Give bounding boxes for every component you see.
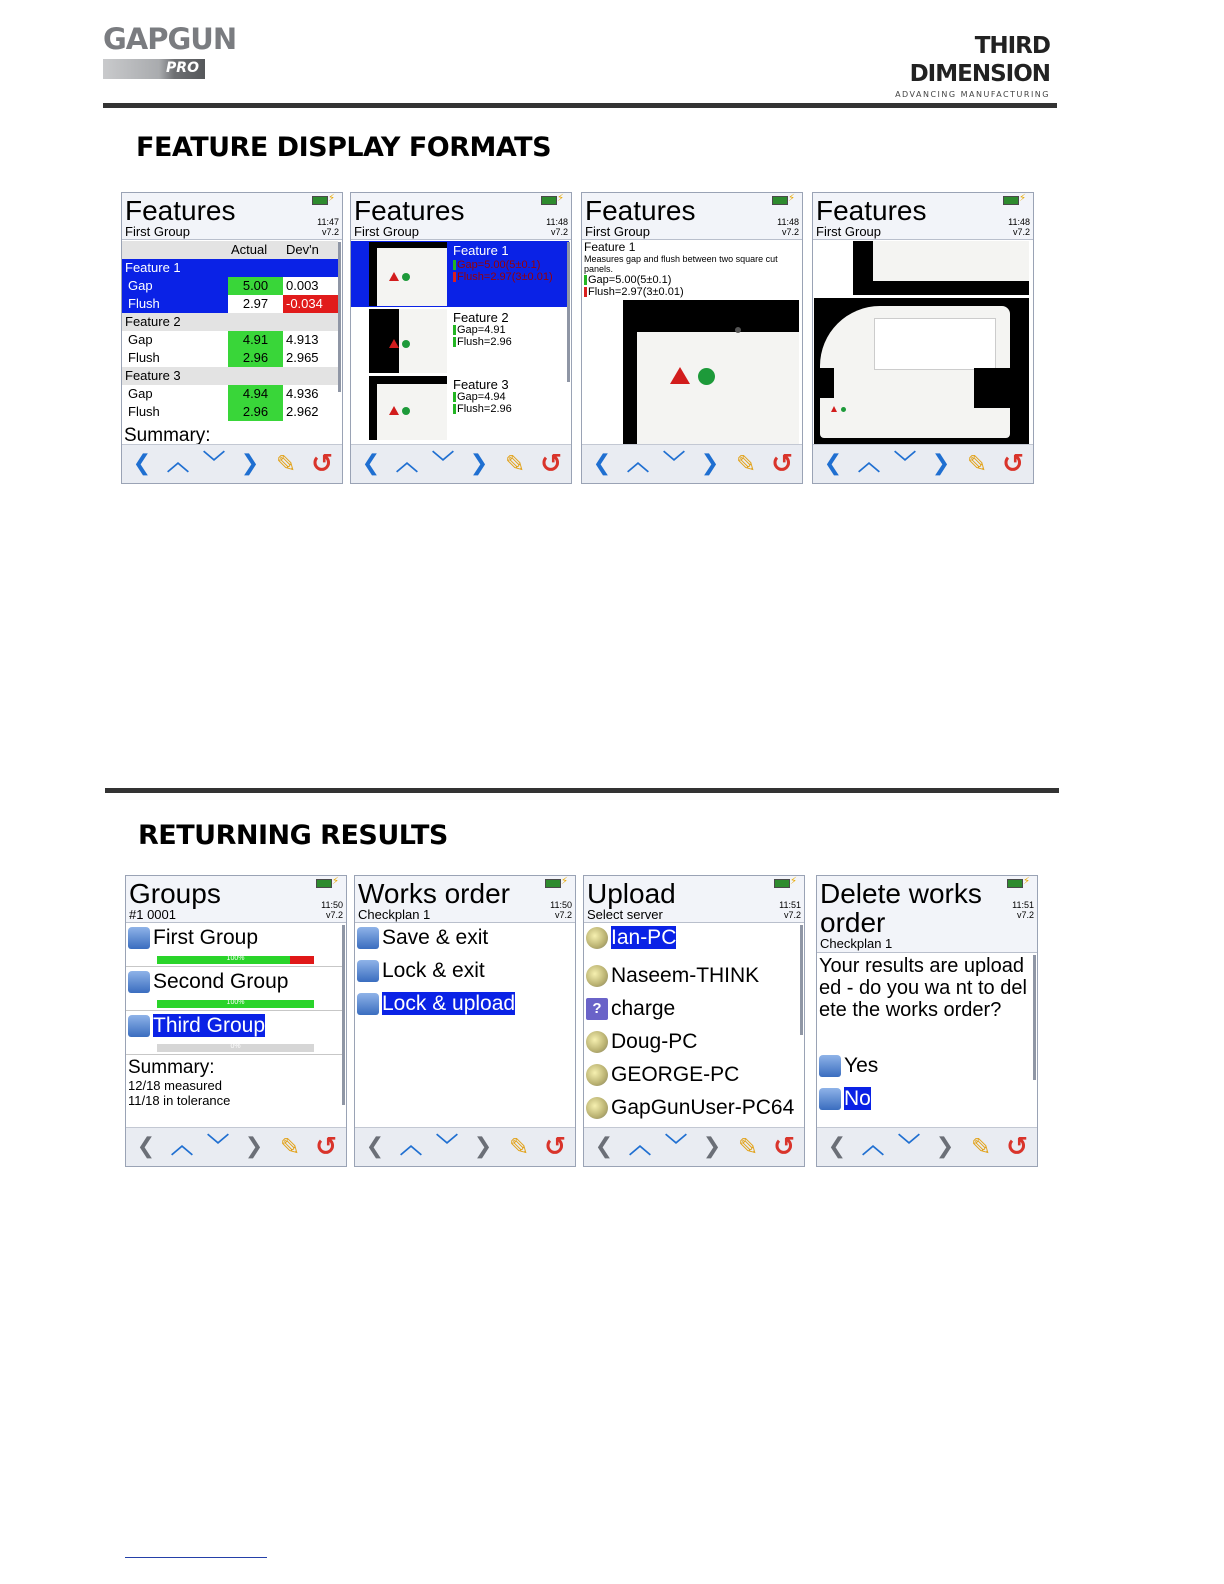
screen-title: Features — [816, 195, 927, 226]
screen-title: Upload — [587, 878, 676, 909]
battery-icon: ⚡ — [541, 196, 567, 204]
scroll-icon[interactable]: ✎ — [970, 1133, 992, 1161]
upload-screen — [583, 875, 805, 1167]
screen-title: Groups — [129, 878, 221, 909]
scroll-icon[interactable]: ✎ — [966, 450, 988, 478]
list-item[interactable]: Feature 3 Gap=4.94 Flush=2.96 — [351, 375, 569, 441]
scroll-icon[interactable]: ✎ — [508, 1133, 530, 1161]
nav-bar — [817, 1127, 1037, 1166]
left-arrow-icon[interactable]: ❮ — [827, 1134, 847, 1159]
up-arrow-icon[interactable]: ︿ — [166, 451, 189, 476]
screen-header — [351, 193, 571, 240]
feature-description: Measures gap and flush between two square cut panels. — [584, 254, 778, 274]
screen-subtitle: First Group — [816, 224, 882, 239]
battery-icon: ⚡ — [316, 879, 342, 887]
clock: 11:48 v7.2 — [777, 217, 799, 237]
delete-works-order-screen — [816, 875, 1038, 1167]
third-dimension-tagline: ADVANCING MANUFACTURING — [895, 90, 1050, 99]
clock: 11:50 v7.2 — [550, 900, 572, 920]
left-arrow-icon[interactable]: ❮ — [361, 451, 381, 476]
feature-name: Feature 1 — [453, 243, 509, 258]
clock: 11:50 v7.2 — [321, 900, 343, 920]
list-item[interactable]: Feature 2 Gap=4.91 Flush=2.96 — [351, 308, 569, 374]
back-icon[interactable]: ↺ — [544, 1132, 566, 1162]
table-row[interactable]: Gap 5.00 0.003 — [122, 277, 338, 295]
third-dimension-logo — [846, 32, 1050, 99]
table-row[interactable]: Feature 2 — [122, 313, 338, 331]
returning-results-title: RETURNING RESULTS — [138, 820, 448, 851]
list-item[interactable]: First Group — [128, 925, 258, 951]
screen-subtitle: First Group — [354, 224, 420, 239]
back-icon[interactable]: ↺ — [1002, 449, 1024, 479]
right-arrow-icon[interactable]: ❯ — [935, 1134, 955, 1159]
nav-bar — [355, 1127, 575, 1166]
list-item[interactable]: Feature 1 Gap=5.00(5±0.1) Flush=2.97(3±0.01) — [351, 241, 569, 307]
up-arrow-icon[interactable]: ︿ — [857, 451, 880, 476]
features-list — [351, 240, 571, 444]
server-item[interactable]: Naseem-THINK — [586, 963, 759, 989]
scrollbar[interactable] — [800, 925, 803, 1035]
pro-badge: PRO — [103, 59, 205, 79]
down-arrow-icon[interactable]: ﹀ — [435, 1134, 458, 1159]
clock: 11:48 v7.2 — [1008, 217, 1030, 237]
down-arrow-icon[interactable]: ﹀ — [893, 451, 916, 476]
scrollbar[interactable] — [342, 925, 345, 1105]
feature-detail — [582, 240, 802, 444]
gapgun-wordmark: GAPGUN — [103, 22, 237, 56]
scroll-icon[interactable]: ✎ — [275, 450, 297, 478]
scrollbar[interactable] — [338, 242, 341, 392]
back-icon[interactable]: ↺ — [773, 1132, 795, 1162]
features-list-screen — [350, 192, 572, 484]
screen-subtitle: First Group — [585, 224, 651, 239]
header-rule — [103, 103, 1057, 108]
server-item[interactable]: GapGunUser-PC64 — [586, 1095, 794, 1121]
table-row[interactable]: Gap 4.94 4.936 — [128, 386, 319, 401]
database-warning-icon — [819, 1055, 841, 1077]
database-lock-icon — [357, 960, 379, 982]
down-arrow-icon[interactable]: ﹀ — [206, 1134, 229, 1159]
right-arrow-icon[interactable]: ❯ — [240, 451, 260, 476]
server-icon — [586, 1097, 608, 1119]
summary-label: Summary: — [124, 425, 211, 444]
screen-header — [817, 876, 1037, 953]
screen-subtitle: First Group — [125, 224, 191, 239]
col-deviation: Dev'n — [283, 241, 338, 259]
groups-screen — [125, 875, 347, 1167]
lock-exit-item[interactable]: Lock & exit — [357, 958, 485, 984]
list-item[interactable]: Second Group — [128, 969, 288, 995]
down-arrow-icon[interactable]: ﹀ — [431, 451, 454, 476]
right-arrow-icon[interactable]: ❯ — [469, 451, 489, 476]
server-item[interactable]: Doug-PC — [586, 1029, 697, 1055]
nav-bar — [351, 444, 571, 483]
features-table-screen — [121, 192, 343, 484]
screen-subtitle: #1 0001 — [129, 907, 176, 922]
in-tolerance-count: 11/18 in tolerance — [128, 1093, 231, 1108]
save-exit-item[interactable]: Save & exit — [357, 925, 488, 951]
feature-thumbnail — [369, 309, 447, 373]
list-item[interactable]: Third Group — [128, 1013, 265, 1039]
back-icon[interactable]: ↺ — [315, 1132, 337, 1162]
screen-title: Works order — [358, 878, 510, 909]
right-arrow-icon[interactable]: ❯ — [700, 451, 720, 476]
server-item[interactable]: ? charge — [586, 996, 675, 1022]
delete-dialog — [817, 953, 1037, 1127]
screen-header — [582, 193, 802, 240]
screen-title-line1: Delete works — [820, 878, 982, 909]
server-item[interactable]: GEORGE-PC — [586, 1062, 739, 1088]
screen-header — [355, 876, 575, 923]
feature-thumbnail — [369, 242, 447, 306]
battery-icon: ⚡ — [774, 879, 800, 887]
server-item[interactable]: Ian-PC — [586, 925, 676, 951]
flush-value: Flush=2.97(3±0.01) — [588, 286, 684, 298]
right-arrow-icon[interactable]: ❯ — [931, 451, 951, 476]
database-icon — [357, 927, 379, 949]
screen-header — [584, 876, 804, 923]
section-rule — [105, 788, 1059, 793]
scrollbar[interactable] — [1033, 955, 1036, 1080]
feature-detail-screen — [581, 192, 803, 484]
group-progress: 100% — [157, 956, 314, 964]
down-arrow-icon[interactable]: ﹀ — [664, 1134, 687, 1159]
database-upload-icon — [357, 993, 379, 1015]
nav-bar — [584, 1127, 804, 1166]
up-arrow-icon[interactable]: ︿ — [395, 451, 418, 476]
table-row[interactable]: Flush 2.96 2.965 — [128, 350, 319, 365]
screen-subtitle: Select server — [587, 907, 663, 922]
right-arrow-icon[interactable]: ❯ — [244, 1134, 264, 1159]
table-row[interactable]: Feature 3 — [122, 367, 338, 385]
feature-image-screen — [812, 192, 1034, 484]
table-header — [122, 241, 338, 259]
down-arrow-icon[interactable]: ﹀ — [897, 1134, 920, 1159]
battery-icon: ⚡ — [1003, 196, 1029, 204]
footer-link-underline[interactable] — [125, 1557, 267, 1558]
screen-header — [126, 876, 346, 923]
unknown-server-icon: ? — [586, 998, 608, 1020]
server-icon — [586, 1031, 608, 1053]
group-icon — [128, 927, 150, 949]
scroll-icon[interactable]: ✎ — [504, 450, 526, 478]
screen-title: Features — [354, 195, 465, 226]
back-icon[interactable]: ↺ — [311, 449, 333, 479]
left-arrow-icon[interactable]: ❮ — [823, 451, 843, 476]
col-actual: Actual — [228, 241, 283, 259]
left-arrow-icon[interactable]: ❮ — [592, 451, 612, 476]
nav-bar — [813, 444, 1033, 483]
up-arrow-icon[interactable]: ︿ — [628, 1134, 651, 1159]
table-row[interactable]: Feature 1 — [122, 259, 338, 277]
nav-bar — [122, 444, 342, 483]
group-progress: 0% — [157, 1044, 314, 1052]
battery-icon: ⚡ — [312, 196, 338, 204]
screen-subtitle: Checkplan 1 — [358, 907, 431, 922]
screen-header — [122, 193, 342, 240]
server-icon — [586, 1064, 608, 1086]
screen-subtitle: Checkplan 1 — [820, 936, 893, 951]
up-arrow-icon[interactable]: ︿ — [626, 451, 649, 476]
feature-thumbnail — [369, 376, 447, 440]
measured-count: 12/18 measured — [128, 1078, 222, 1093]
feature-display-formats-title: FEATURE DISPLAY FORMATS — [136, 132, 552, 163]
right-arrow-icon[interactable]: ❯ — [702, 1134, 722, 1159]
feature-image — [623, 300, 799, 444]
delete-message: Your results are uploaded - do you wa nt to delete the works order? — [819, 955, 1027, 1021]
gapgun-pro-logo — [103, 22, 237, 82]
screen-title: Features — [585, 195, 696, 226]
scroll-icon[interactable]: ✎ — [279, 1133, 301, 1161]
battery-icon: ⚡ — [545, 879, 571, 887]
feature-name: Feature 1 — [584, 240, 636, 254]
car-door-image — [814, 298, 1029, 444]
screen-header — [813, 193, 1033, 240]
clock: 11:51 v7.2 — [1012, 900, 1034, 920]
works-order-menu — [355, 923, 575, 1127]
feature-images — [813, 240, 1033, 444]
up-arrow-icon[interactable]: ︿ — [861, 1134, 884, 1159]
groups-list — [126, 923, 346, 1127]
battery-icon: ⚡ — [772, 196, 798, 204]
back-icon[interactable]: ↺ — [1006, 1132, 1028, 1162]
features-table — [122, 240, 342, 444]
group-icon — [128, 971, 150, 993]
yes-option[interactable]: Yes — [819, 1053, 878, 1079]
up-arrow-icon[interactable]: ︿ — [399, 1134, 422, 1159]
third-dimension-name: THIRD DIMENSION — [909, 33, 1050, 87]
detail-image — [853, 241, 1029, 295]
screen-title: Features — [125, 195, 236, 226]
nav-bar — [126, 1127, 346, 1166]
lock-upload-item[interactable]: Lock & upload — [357, 991, 515, 1017]
works-order-screen — [354, 875, 576, 1167]
server-icon — [586, 927, 608, 949]
right-arrow-icon[interactable]: ❯ — [473, 1134, 493, 1159]
scroll-icon[interactable]: ✎ — [737, 1133, 759, 1161]
summary-title: Summary: — [128, 1057, 215, 1078]
battery-icon: ⚡ — [1007, 879, 1033, 887]
scrollbar[interactable] — [567, 242, 570, 382]
left-arrow-icon[interactable]: ❮ — [594, 1134, 614, 1159]
feature-name: Feature 3 — [453, 377, 509, 392]
left-arrow-icon[interactable]: ❮ — [132, 451, 152, 476]
no-option[interactable]: No — [819, 1086, 871, 1112]
server-icon — [586, 965, 608, 987]
database-icon — [819, 1088, 841, 1110]
table-row[interactable]: Flush 2.96 2.962 — [128, 404, 319, 419]
clock: 11:48 v7.2 — [546, 217, 568, 237]
left-arrow-icon[interactable]: ❮ — [136, 1134, 156, 1159]
down-arrow-icon[interactable]: ﹀ — [662, 451, 685, 476]
table-row[interactable]: Flush 2.97 -0.034 — [122, 295, 338, 313]
table-row[interactable]: Gap 4.91 4.913 — [128, 332, 319, 347]
clock: 11:51 v7.2 — [779, 900, 801, 920]
gap-value: Gap=5.00(5±0.1) — [588, 274, 672, 286]
back-icon[interactable]: ↺ — [771, 449, 793, 479]
server-list — [584, 923, 804, 1127]
clock: 11:47 v7.2 — [317, 217, 339, 237]
up-arrow-icon[interactable]: ︿ — [170, 1134, 193, 1159]
group-icon — [128, 1015, 150, 1037]
down-arrow-icon[interactable]: ﹀ — [202, 451, 225, 476]
nav-bar — [582, 444, 802, 483]
group-progress: 100% — [157, 1000, 314, 1008]
feature-name: Feature 2 — [453, 310, 509, 325]
back-icon[interactable]: ↺ — [540, 449, 562, 479]
left-arrow-icon[interactable]: ❮ — [365, 1134, 385, 1159]
screen-title-line2: order — [820, 907, 886, 938]
scroll-icon[interactable]: ✎ — [735, 450, 757, 478]
